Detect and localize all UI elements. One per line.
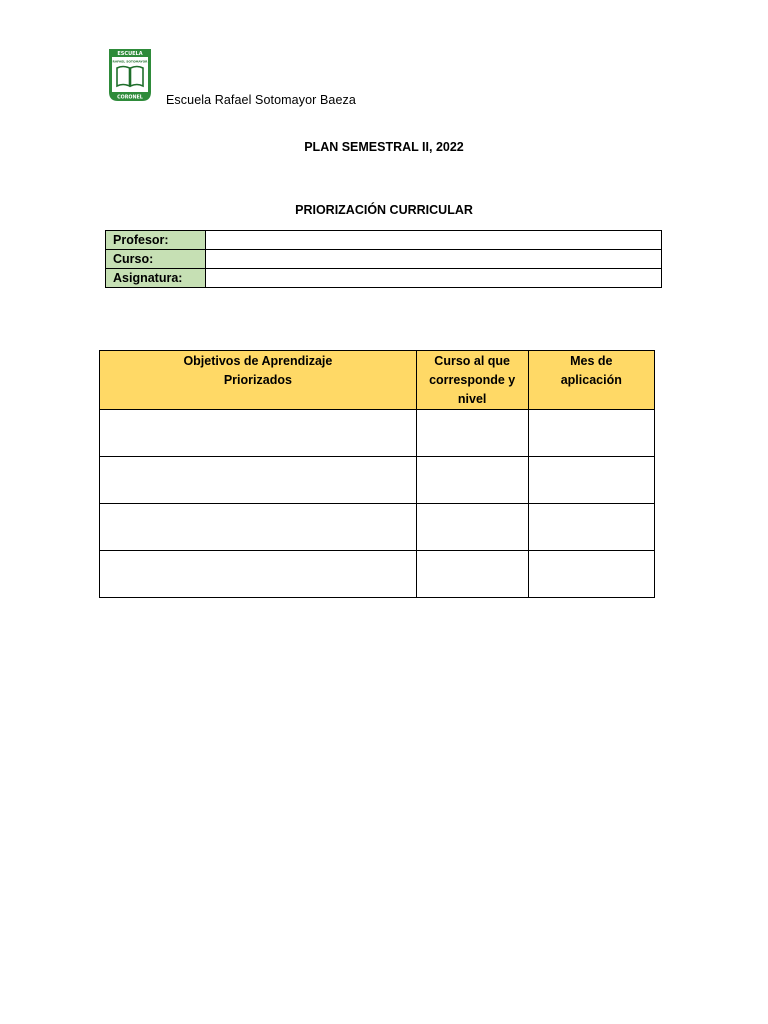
curso-header [416, 351, 528, 410]
mes-header-line2: aplicación [560, 373, 622, 387]
curso-cell[interactable] [416, 504, 528, 551]
mes-cell[interactable] [528, 551, 654, 598]
curso-header-line3: nivel [457, 392, 487, 406]
profesor-label: Profesor: [106, 231, 206, 250]
objetivos-header-line2: Priorizados [223, 373, 292, 387]
curso-field[interactable] [206, 250, 662, 269]
mes-cell[interactable] [528, 410, 654, 457]
curso-cell[interactable] [416, 551, 528, 598]
info-row-profesor [106, 231, 662, 250]
asignatura-label: Asignatura: [106, 269, 206, 288]
objectives-header-row [100, 351, 655, 410]
mes-header-line1: Mes de [570, 354, 613, 368]
curso-cell[interactable] [416, 410, 528, 457]
table-row [100, 551, 655, 598]
curso-header-line2: corresponde y [429, 373, 516, 387]
logo-top-text: ESCUELA [117, 51, 143, 58]
objetivo-cell[interactable] [100, 457, 417, 504]
profesor-field[interactable] [206, 231, 662, 250]
objetivo-cell[interactable] [100, 504, 417, 551]
objetivo-cell[interactable] [100, 410, 417, 457]
table-row [100, 457, 655, 504]
curso-header-line1: Curso al que [434, 354, 511, 368]
logo-middle-text: RAFAEL SOTOMAYOR [112, 59, 148, 64]
mes-cell[interactable] [528, 504, 654, 551]
mes-header [528, 351, 654, 410]
objetivos-header [100, 351, 417, 410]
mes-cell[interactable] [528, 457, 654, 504]
section-title: PRIORIZACIÓN CURRICULAR [295, 203, 473, 217]
table-row [100, 504, 655, 551]
info-row-asignatura [106, 269, 662, 288]
plan-title: PLAN SEMESTRAL II, 2022 [304, 140, 464, 154]
school-name: Escuela Rafael Sotomayor Baeza [166, 93, 356, 107]
logo-bottom-text: CORONEL [117, 95, 143, 101]
curso-label: Curso: [106, 250, 206, 269]
curso-cell[interactable] [416, 457, 528, 504]
objetivos-header-line1: Objetivos de Aprendizaje [183, 354, 333, 368]
objectives-table [99, 350, 655, 598]
info-row-curso [106, 250, 662, 269]
table-row [100, 410, 655, 457]
school-logo [108, 48, 152, 102]
objetivo-cell[interactable] [100, 551, 417, 598]
asignatura-field[interactable] [206, 269, 662, 288]
info-table [105, 230, 662, 288]
